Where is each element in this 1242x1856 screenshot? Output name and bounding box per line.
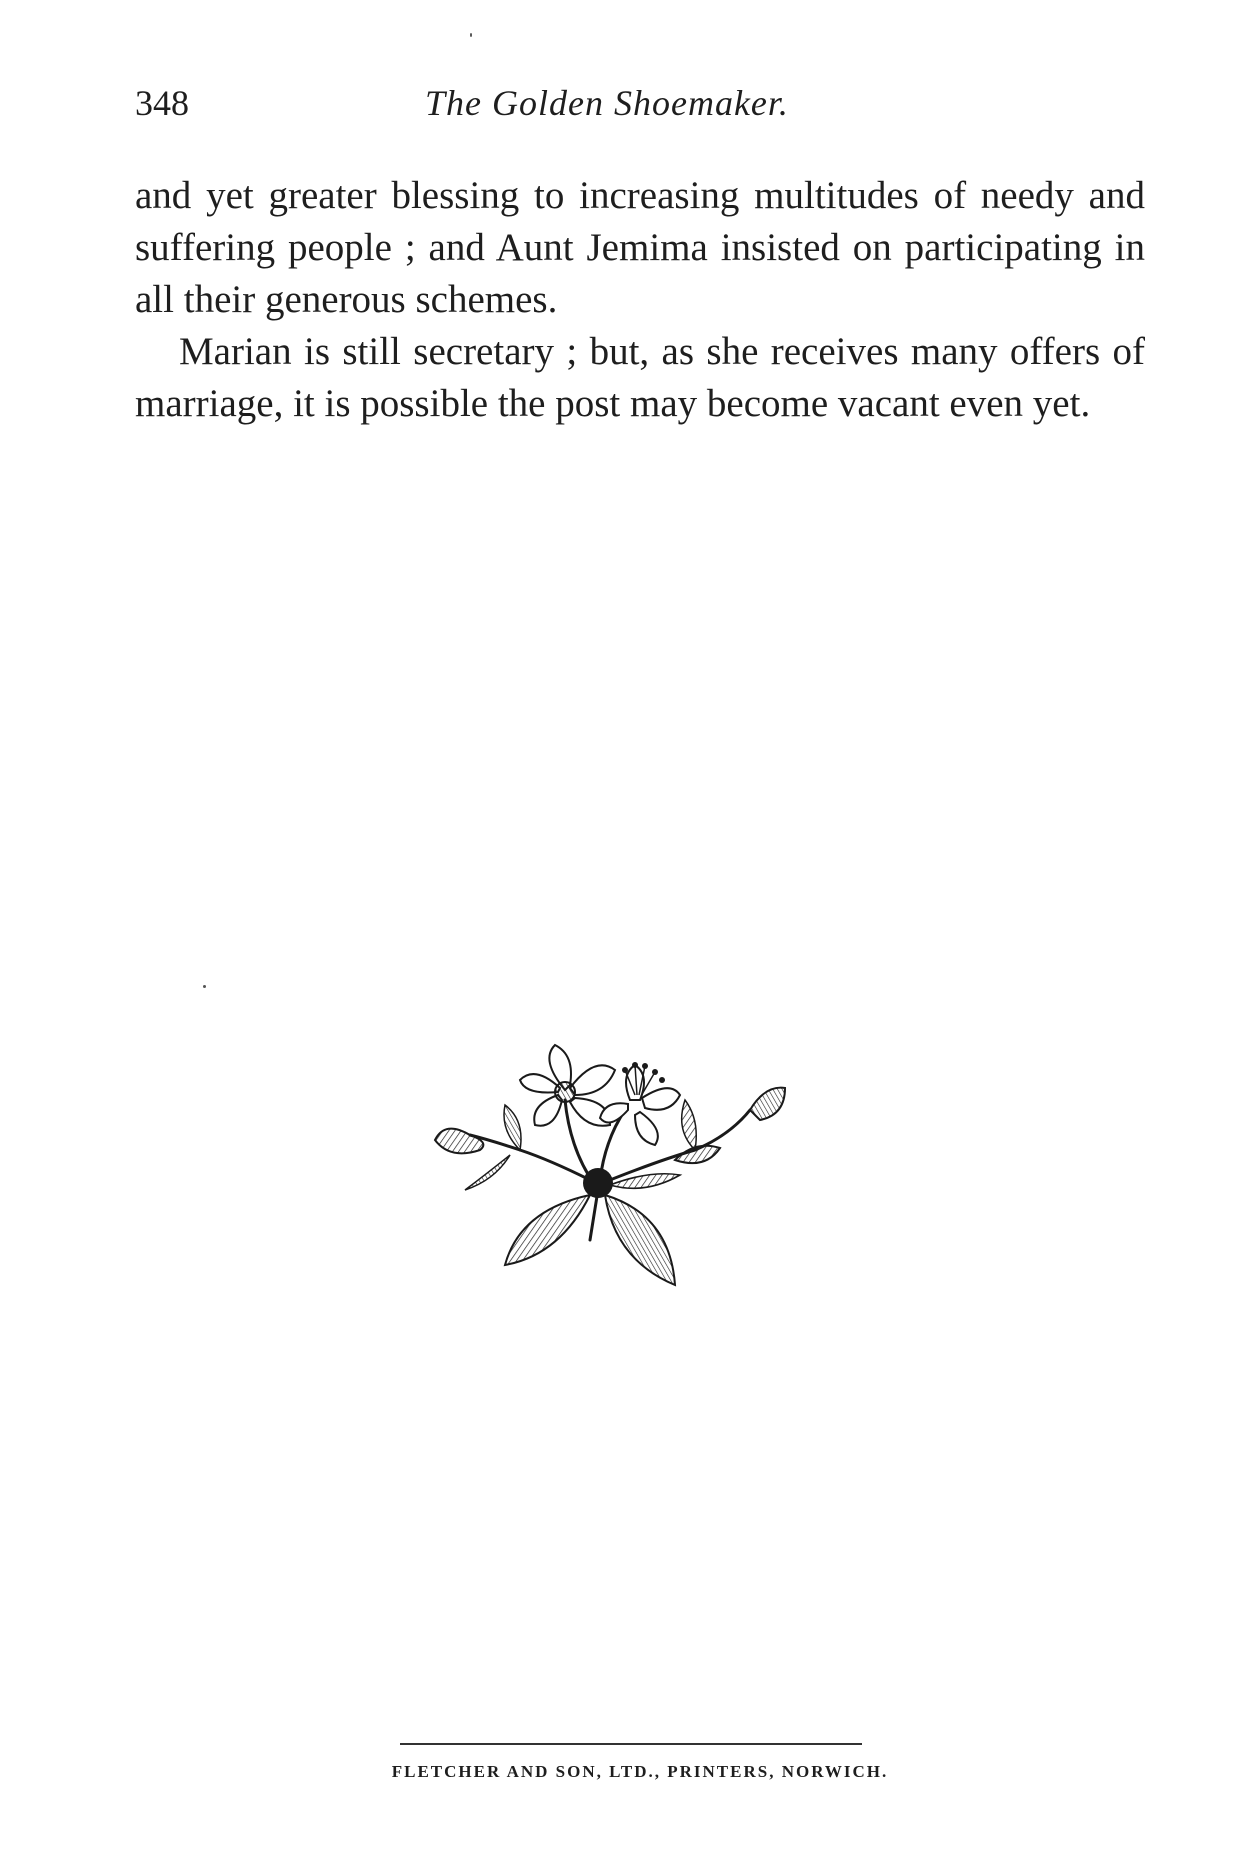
- body-text: [135, 170, 1145, 430]
- running-header: [135, 78, 1145, 128]
- flower-spray-icon: [430, 1000, 860, 1300]
- ink-speck: [470, 33, 472, 37]
- paragraph-1: and yet greater blessing to increasing multitudes of needy and suffering people ; and Aunt Jemima insisted on participating in all their generous schemes.: [135, 174, 1145, 321]
- ink-speck: [203, 985, 206, 988]
- running-title: The Golden Shoemaker.: [425, 83, 789, 123]
- printer-imprint: FLETCHER AND SON, LTD., PRINTERS, NORWICH.: [391, 1762, 889, 1781]
- footer-rule: [400, 1743, 862, 1745]
- page-number: 348: [135, 83, 189, 123]
- paragraph-2: Marian is still secretary ; but, as she receives many offers of marriage, it is possible the post may become vacant even yet.: [135, 330, 1145, 425]
